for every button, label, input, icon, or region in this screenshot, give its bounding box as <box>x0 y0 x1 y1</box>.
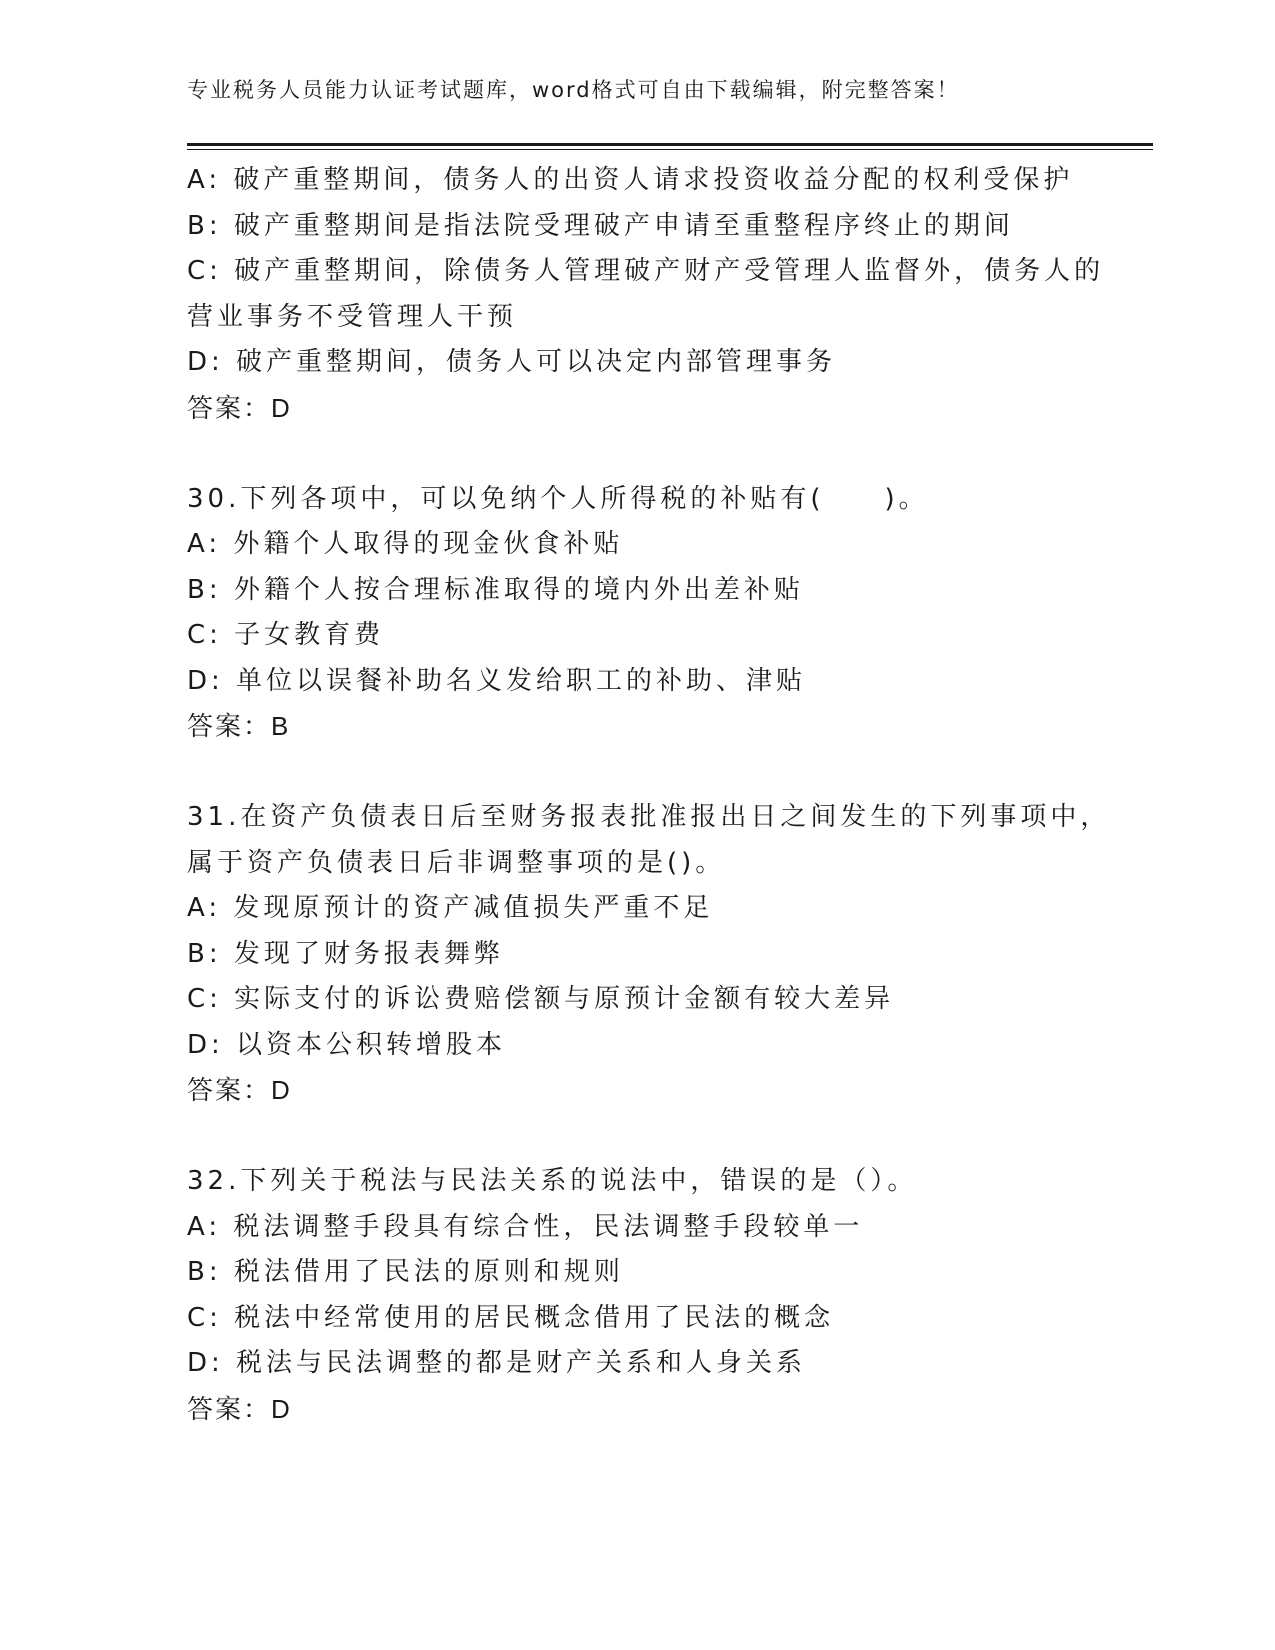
answer-line: 答案：B <box>187 711 291 741</box>
question-block <box>187 158 1105 431</box>
question-block <box>187 1159 1087 1432</box>
option-line: D: 破产重整期间，债务人可以决定内部管理事务 <box>187 347 837 377</box>
spacer <box>187 1114 1087 1160</box>
option-line: D: 单位以误餐补助名义发给职工的补助、津贴 <box>187 665 807 696</box>
option-line: C: 税法中经常使用的居民概念借用了民法的概念 <box>187 1302 835 1333</box>
question-list <box>187 158 1111 1432</box>
spacer <box>187 750 1087 796</box>
answer-line: 答案：D <box>187 1393 292 1424</box>
question-stem: 属于资产负债表日后非调整事项的是()。 <box>187 847 726 878</box>
option-line: B: 破产重整期间是指法院受理破产申请至重整程序终止的期间 <box>187 210 1014 241</box>
option-line: A: 外籍个人取得的现金伙食补贴 <box>187 529 624 559</box>
spacer <box>187 431 1087 477</box>
question-block <box>187 795 1111 1114</box>
page-header: 专业税务人员能力认证考试题库，word格式可自由下载编辑，附完整答案！ <box>187 78 960 102</box>
option-line: B: 外籍个人按合理标准取得的境内外出差补贴 <box>187 574 804 605</box>
option-line: A: 税法调整手段具有综合性，民法调整手段较单一 <box>187 1211 864 1242</box>
answer-line: 答案：D <box>187 1075 292 1105</box>
option-line: B: 税法借用了民法的原则和规则 <box>187 1257 624 1287</box>
question-stem: 31.在资产负债表日后至财务报表批准报出日之间发生的下列事项中， <box>187 802 1111 832</box>
question-stem: 30.下列各项中，可以免纳个人所得税的补贴有( )。 <box>187 483 929 514</box>
option-line: C: 实际支付的诉讼费赔偿额与原预计金额有较大差异 <box>187 984 895 1014</box>
option-line: A: 发现原预计的资产减值损失严重不足 <box>187 893 714 923</box>
header-rule-thick <box>187 143 1153 146</box>
answer-line: 答案：D <box>187 392 292 423</box>
option-line: B: 发现了财务报表舞弊 <box>187 938 504 969</box>
option-line: A: 破产重整期间，债务人的出资人请求投资收益分配的权利受保护 <box>187 165 1074 195</box>
option-line: C: 子女教育费 <box>187 620 385 650</box>
header-rule-thin <box>187 149 1153 150</box>
option-line: D: 以资本公积转增股本 <box>187 1029 507 1060</box>
option-line: C: 破产重整期间，除债务人管理破产财产受管理人监督外，债务人的 <box>187 256 1105 286</box>
option-line: 营业事务不受管理人干预 <box>187 301 518 332</box>
option-line: D: 税法与民法调整的都是财产关系和人身关系 <box>187 1348 807 1378</box>
question-block <box>187 477 1087 750</box>
question-stem: 32.下列关于税法与民法关系的说法中，错误的是（）。 <box>187 1166 918 1196</box>
